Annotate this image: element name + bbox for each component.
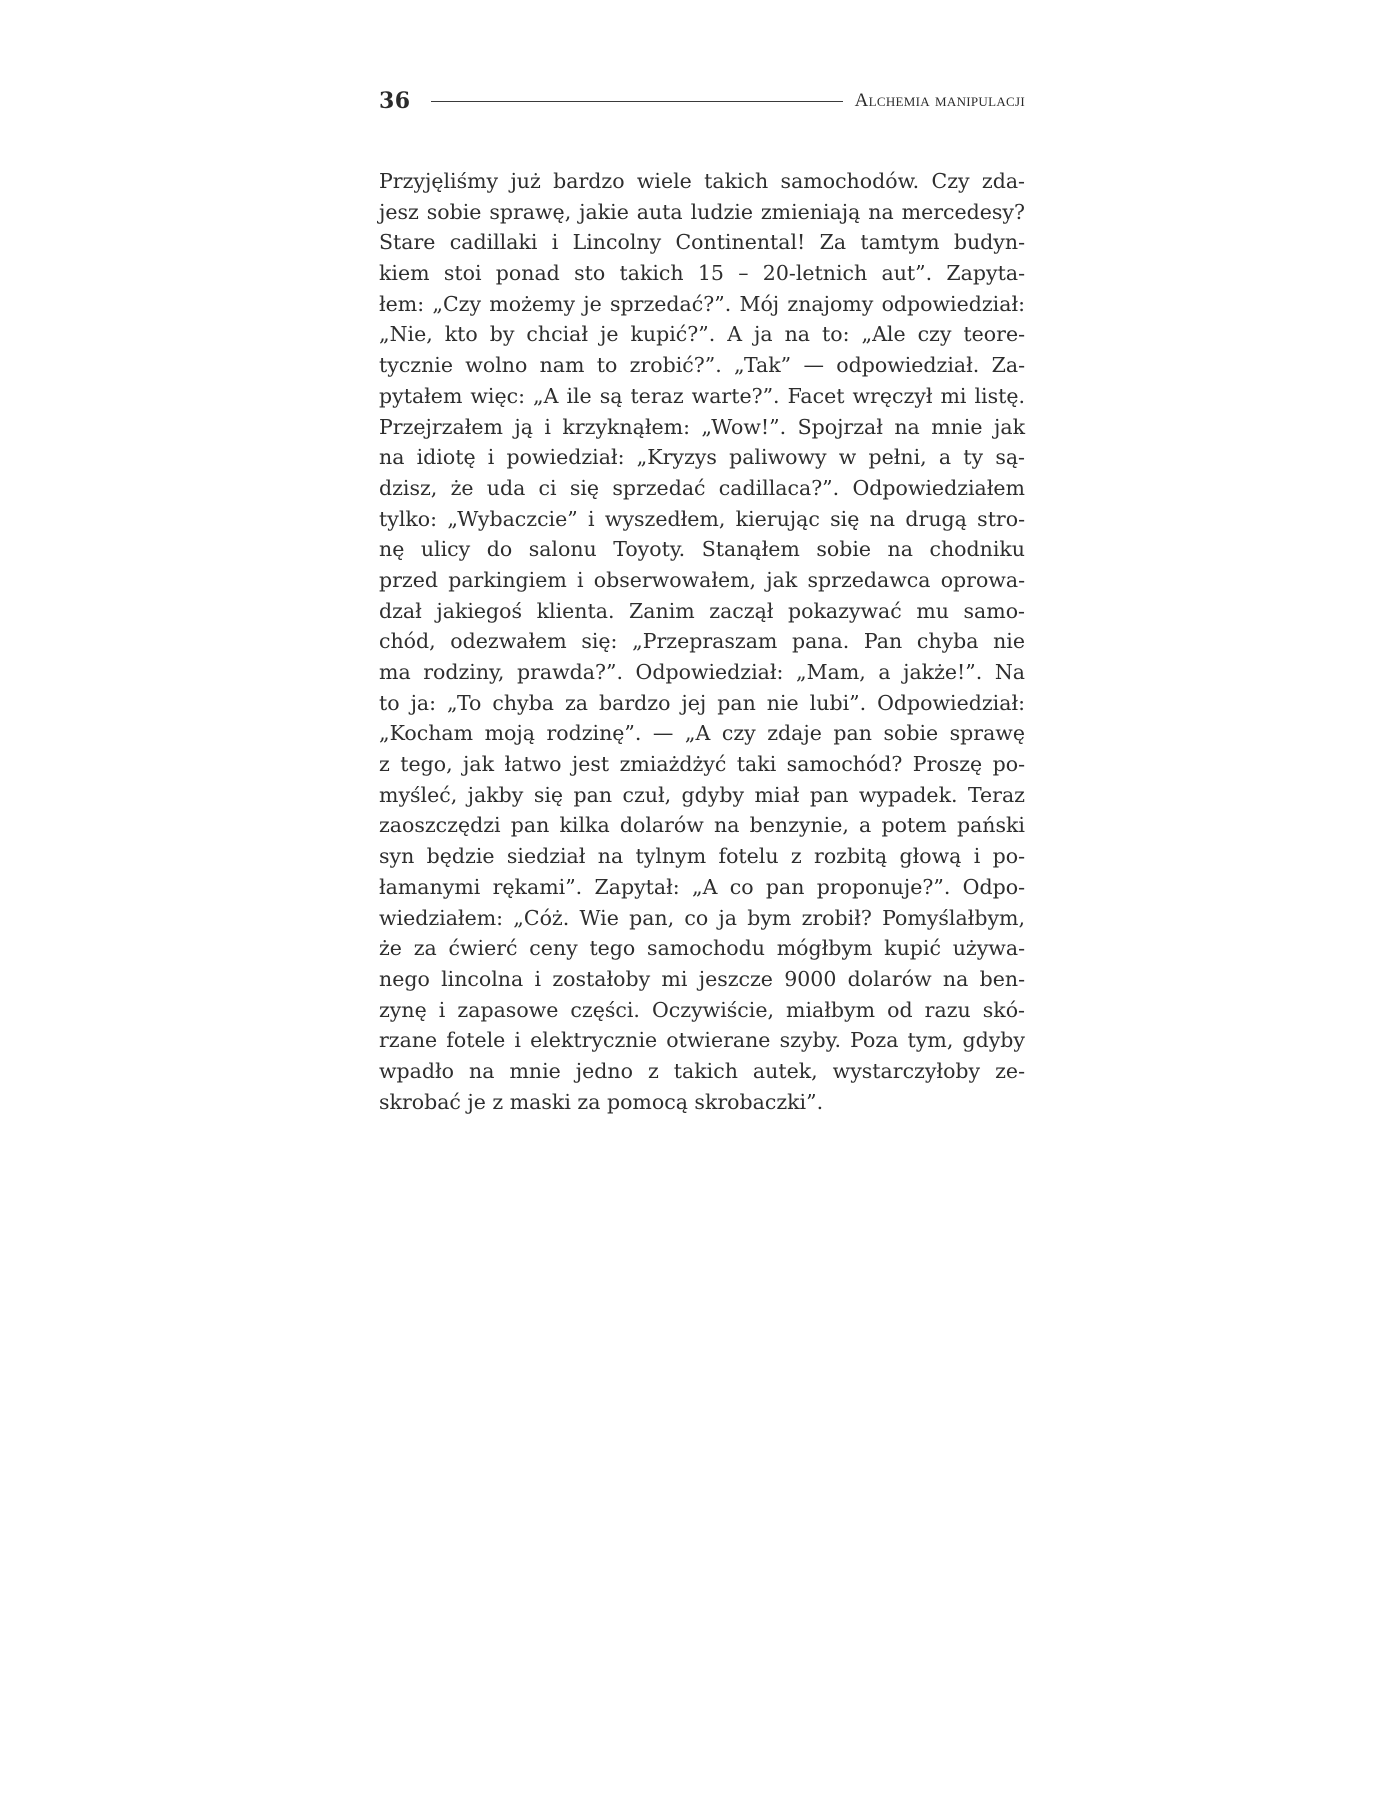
text-line: rzane fotele i elektrycznie otwierane szyby. Poza tym, gdyby (379, 1028, 1025, 1053)
header-rule (431, 101, 843, 102)
text-line: pytałem więc: „A ile są teraz warte?”. Facet wręczył mi listę. (379, 383, 1025, 408)
text-line: że za ćwierć ceny tego samochodu mógłbym kupić używa- (379, 936, 1025, 961)
text-line: syn będzie siedział na tylnym fotelu z rozbitą głową i po- (379, 844, 1025, 869)
text-line: „Kocham moją rodzinę”. — „A czy zdaje pan sobie sprawę (379, 721, 1025, 746)
text-line: Stare cadillaki i Lincolny Continental! Za tamtym budyn- (379, 230, 1025, 255)
text-line: tycznie wolno nam to zrobić?”. „Tak” — odpowiedział. Za- (379, 353, 1025, 378)
text-line: jesz sobie sprawę, jakie auta ludzie zmieniają na mercedesy? (379, 199, 1025, 224)
text-line: kiem stoi ponad sto takich 15 – 20-letnich aut”. Zapyta- (379, 261, 1025, 286)
text-line: nego lincolna i zostałoby mi jeszcze 9000 dolarów na ben- (379, 966, 1025, 991)
text-line: z tego, jak łatwo jest zmiażdżyć taki samochód? Proszę po- (379, 752, 1025, 777)
text-line: Przyjęliśmy już bardzo wiele takich samochodów. Czy zda- (379, 169, 1025, 193)
text-line: skrobać je z maski za pomocą skrobaczki”. (379, 1089, 824, 1114)
page-number: 36 (379, 88, 411, 114)
text-line: przed parkingiem i obserwowałem, jak sprzedawca oprowa- (379, 567, 1025, 592)
text-line: łamanymi rękami”. Zapytał: „A co pan proponuje?”. Odpo- (379, 874, 1025, 899)
body-paragraph (379, 166, 1025, 1117)
text-line: wiedziałem: „Cóż. Wie pan, co ja bym zrobił? Pomyślałbym, (379, 905, 1025, 930)
text-line: wpadło na mnie jedno z takich autek, wystarczyłoby ze- (379, 1058, 1025, 1083)
text-line: „Nie, kto by chciał je kupić?”. A ja na to: „Ale czy teore- (379, 322, 1025, 347)
text-line: myśleć, jakby się pan czuł, gdyby miał pan wypadek. Teraz (379, 782, 1025, 807)
running-head (379, 84, 1025, 118)
text-line: dzisz, że uda ci się sprzedać cadillaca?”. Odpowiedziałem (379, 475, 1025, 500)
text-line: na idiotę i powiedział: „Kryzys paliwowy w pełni, a ty są- (379, 445, 1025, 470)
text-line: dzał jakiegoś klienta. Zanim zaczął pokazywać mu samo- (379, 598, 1025, 623)
text-line: zynę i zapasowe części. Oczywiście, miałbym od razu skó- (379, 997, 1025, 1022)
text-line: zaoszczędzi pan kilka dolarów na benzynie, a potem pański (379, 813, 1025, 838)
text-line: to ja: „To chyba za bardzo jej pan nie lubi”. Odpowiedział: (379, 690, 1025, 715)
text-line: ma rodziny, prawda?”. Odpowiedział: „Mam, a jakże!”. Na (379, 660, 1025, 684)
running-title: Alchemia manipulacji (854, 90, 1025, 111)
text-line: chód, odezwałem się: „Przepraszam pana. Pan chyba nie (379, 629, 1025, 654)
text-line: tylko: „Wybaczcie” i wyszedłem, kierując się na drugą stro- (379, 506, 1025, 531)
text-line: nę ulicy do salonu Toyoty. Stanąłem sobie na chodniku (379, 537, 1025, 562)
text-line: Przejrzałem ją i krzyknąłem: „Wow!”. Spojrzał na mnie jak (379, 414, 1025, 439)
text-line: łem: „Czy możemy je sprzedać?”. Mój znajomy odpowiedział: (379, 291, 1025, 316)
